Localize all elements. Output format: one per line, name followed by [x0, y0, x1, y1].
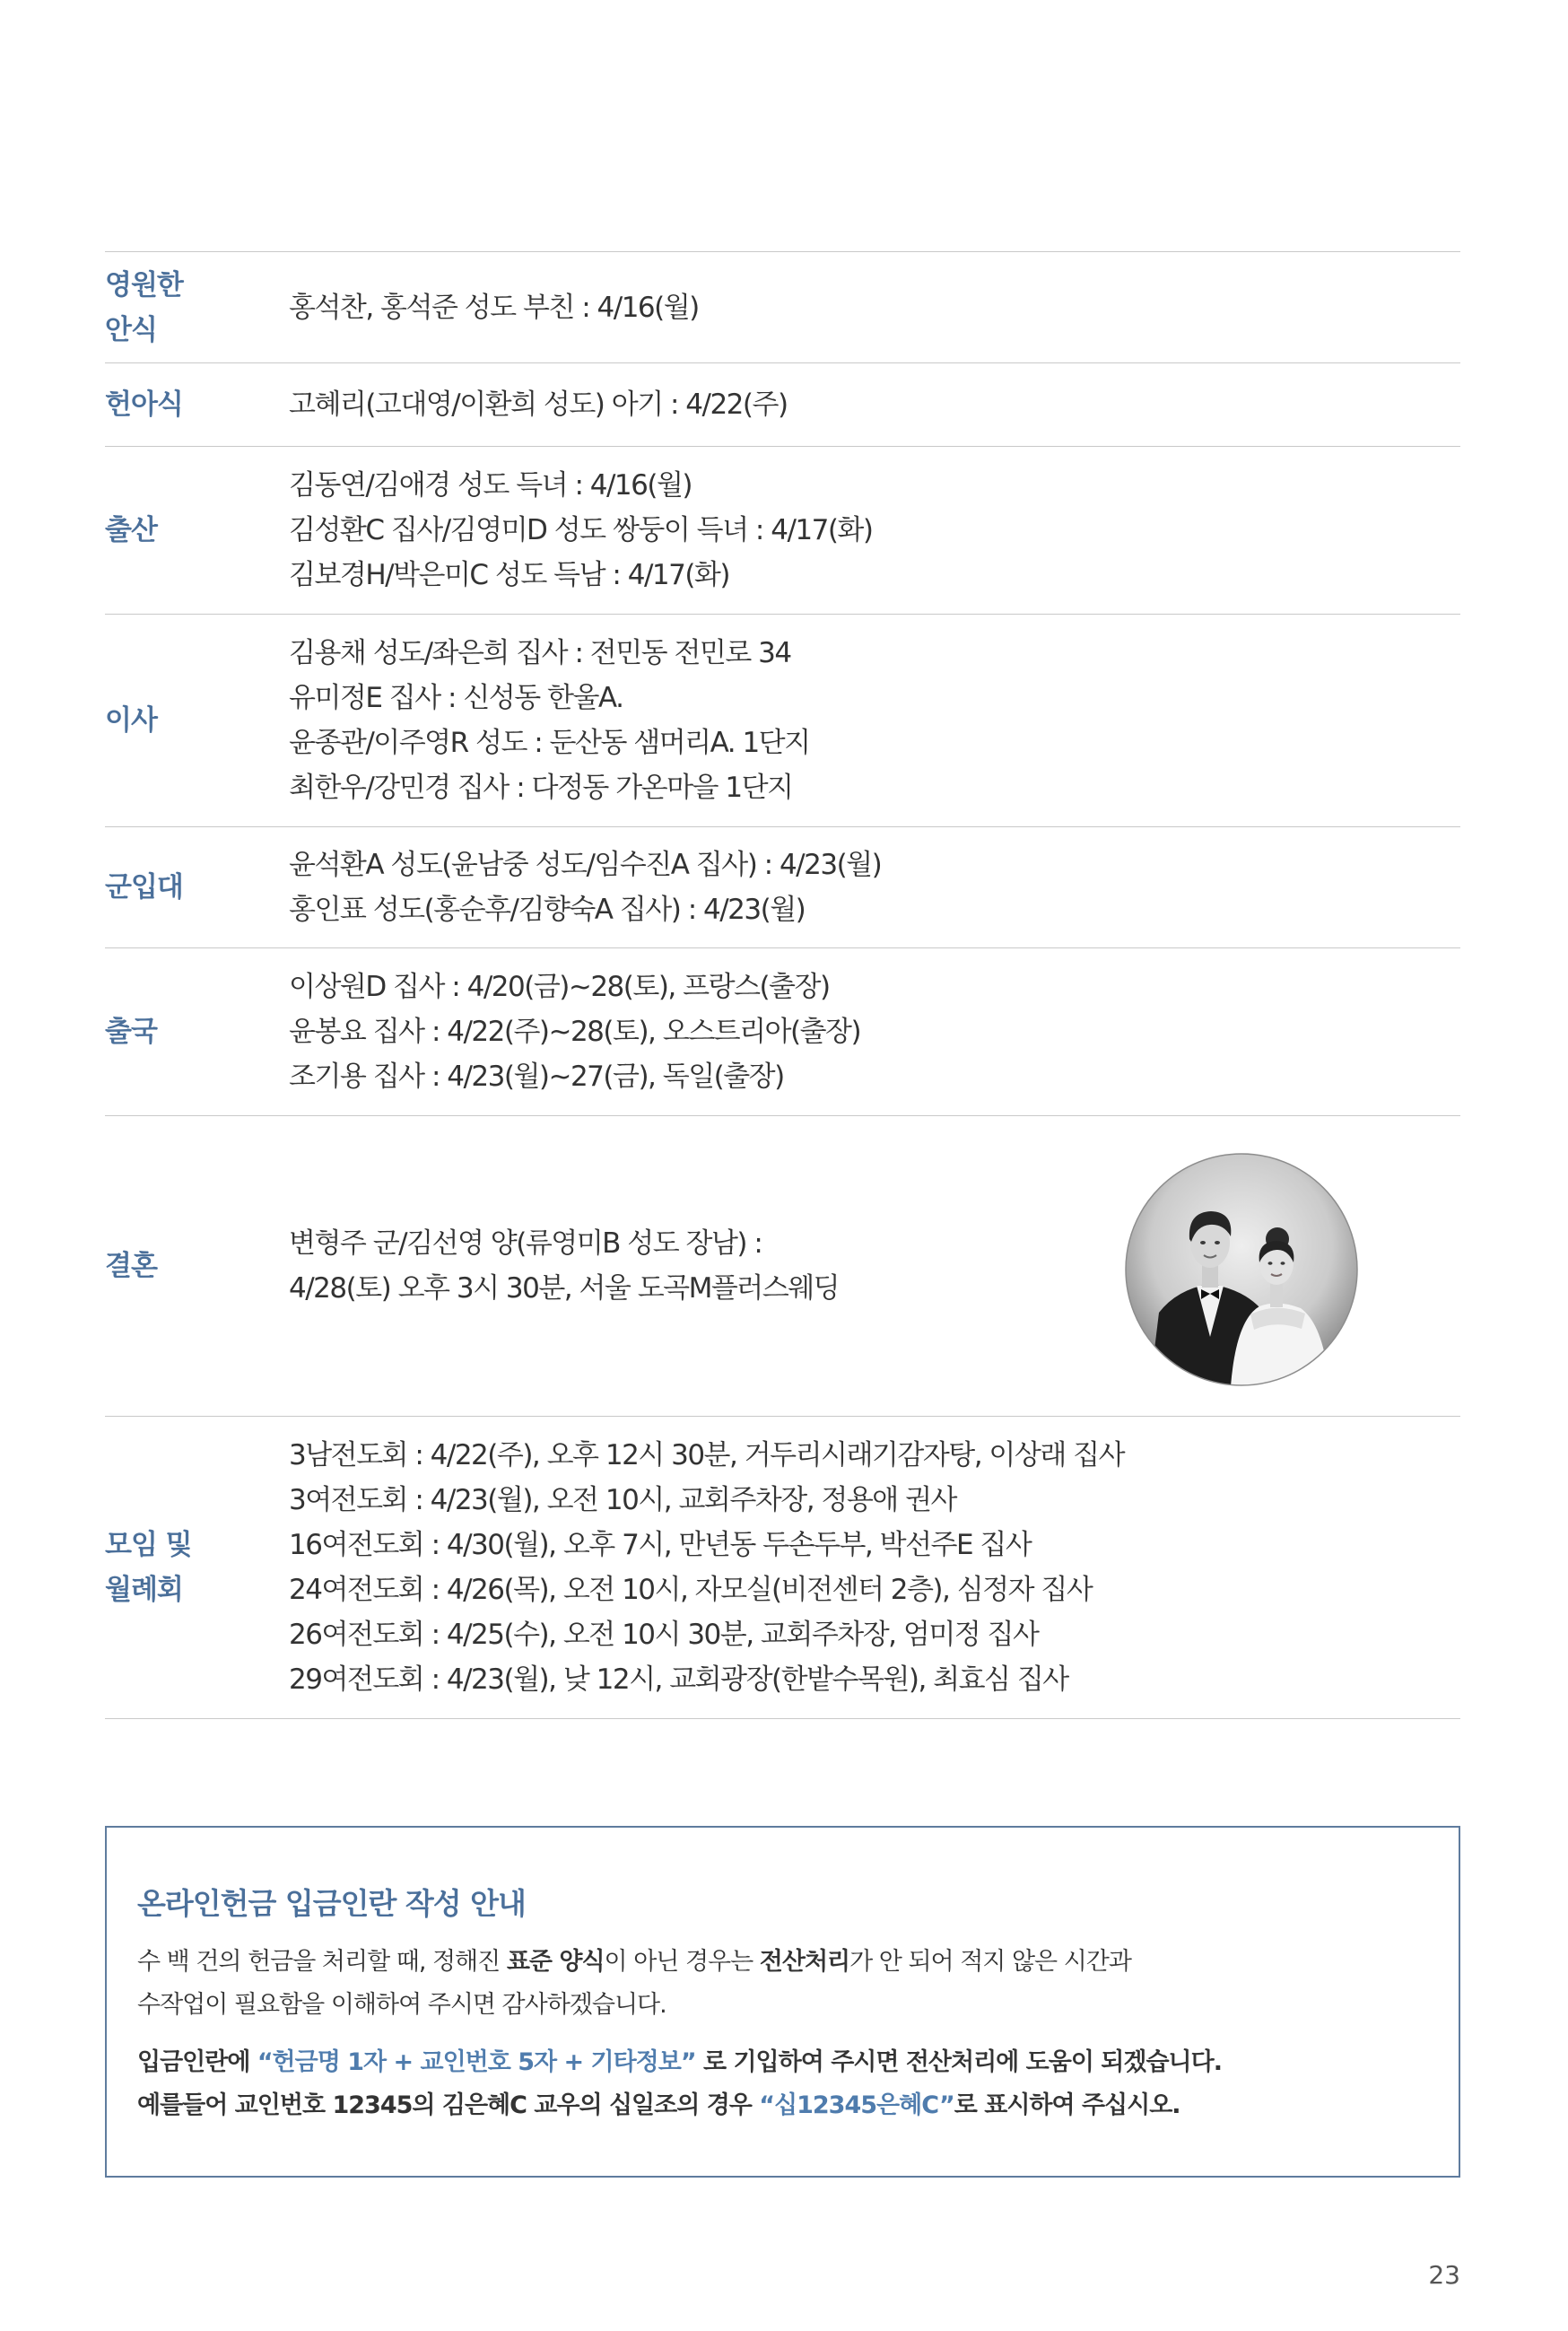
row-label-line: 월례회: [105, 1574, 183, 1606]
row-label: [105, 508, 289, 553]
notice-text: 예를들어 교인번호 12345의 김은혜C 교우의 십일조의 경우: [137, 2091, 760, 2119]
row-content-line: 26여전도회 : 4/25(수), 오전 10시 30분, 교회주차장, 엄미정 집사: [289, 1619, 1039, 1651]
row-content: [289, 463, 1460, 598]
row-content-line: 홍인표 성도(홍순후/김향숙A 집사) : 4/23(월): [289, 894, 806, 926]
row-content-line: 고혜리(고대영/이환희 성도) 아기 : 4/22(주): [289, 388, 788, 421]
notice-text: 수 백 건의 헌금을 처리할 때, 정해진: [137, 1948, 507, 1976]
row-label-line: 안식: [105, 313, 157, 346]
notice-example-quote: “십12345은혜C”: [759, 2091, 954, 2119]
row-content-line: 홍석찬, 홍석준 성도 부친 : 4/16(월): [289, 291, 699, 324]
wedding-couple-photo-icon: [1125, 1153, 1358, 1386]
notice-line: [137, 2041, 1428, 2084]
notice-text: 로 기입하여 주시면 전산처리에 도움이 되겠습니다.: [695, 2048, 1222, 2076]
row-content-line: 4/28(토) 오후 3시 30분, 서울 도곡M플러스웨딩: [289, 1272, 840, 1305]
wedding-first-line: [289, 1221, 1125, 1266]
row-label: [105, 1009, 289, 1054]
row-label-line: 이사: [105, 704, 157, 737]
notice-instruction: [137, 2041, 1428, 2127]
row-label: [105, 698, 289, 743]
news-row-funeral: [105, 252, 1460, 363]
row-content-line: 윤봉요 집사 : 4/22(주)~28(토), 오스트리아(출장): [289, 1016, 861, 1048]
row-content-line: 변형주 군/김선영 양(류영미B 성도 장남) :: [289, 1227, 762, 1260]
row-content-line: 윤석환A 성도(윤남중 성도/임수진A 집사) : 4/23(월): [289, 849, 882, 881]
news-row-dedication: [105, 363, 1460, 447]
row-content-line: 3여전도회 : 4/23(월), 오전 10시, 교회주차장, 정용애 권사: [289, 1484, 956, 1516]
row-label-line: 출국: [105, 1016, 157, 1048]
row-content-line: 김용채 성도/좌은희 집사 : 전민동 전민로 34: [289, 637, 791, 669]
news-row-moving: [105, 615, 1460, 827]
row-content-line: 이상원D 집사 : 4/20(금)~28(토), 프랑스(출장): [289, 971, 830, 1003]
notice-emphasis: 전산처리: [759, 1948, 850, 1976]
row-label: [105, 865, 289, 910]
notice-paragraph: [137, 1941, 1428, 2027]
notice-emphasis: 표준 양식: [506, 1948, 605, 1976]
row-content-line: 김동연/김애경 성도 득녀 : 4/16(월): [289, 469, 693, 502]
online-offering-notice-box: [105, 1826, 1460, 2178]
row-label-line: 헌아식: [105, 388, 183, 421]
news-row-wedding: [105, 1116, 1460, 1417]
row-content: [289, 965, 1460, 1099]
row-content: [289, 1433, 1460, 1702]
notice-line: 수작업이 필요함을 이해하여 주시면 감사하겠습니다.: [137, 1991, 666, 2019]
row-label-line: 모임 및: [105, 1529, 192, 1561]
row-content-line: 최한우/강민경 집사 : 다정동 가온마을 1단지: [289, 772, 793, 804]
news-row-departure: [105, 948, 1460, 1116]
news-row-birth: [105, 447, 1460, 615]
notice-line: [137, 1941, 1428, 1984]
row-label: [105, 263, 289, 353]
notice-line: [137, 2084, 1428, 2127]
wedding-photo: [1125, 1153, 1358, 1386]
row-content-line: 3남전도회 : 4/22(주), 오후 12시 30분, 거두리시래기감자탕, 이상래 집사: [289, 1439, 1125, 1471]
row-label-line: 결혼: [105, 1250, 157, 1282]
row-content-line: 김성환C 집사/김영미D 성도 쌍둥이 득녀 : 4/17(화): [289, 514, 873, 546]
row-label: [105, 1244, 289, 1288]
church-news-table: [105, 251, 1460, 1719]
notice-text: 로 표시하여 주십시오.: [954, 2091, 1180, 2119]
row-content-line: 29여전도회 : 4/23(월), 낮 12시, 교회광장(한밭수목원), 최효심 집사: [289, 1663, 1068, 1696]
notice-text: 입금인란에: [137, 2048, 257, 2076]
row-content-line: 유미정E 집사 : 신성동 한울A.: [289, 682, 623, 714]
notice-text: 이 아닌 경우는: [604, 1948, 760, 1976]
row-content-line: 24여전도회 : 4/26(목), 오전 10시, 자모실(비전센터 2층), 심정자 집사: [289, 1574, 1093, 1606]
row-content-line: 윤종관/이주영R 성도 : 둔산동 샘머리A. 1단지: [289, 727, 810, 759]
news-row-meetings: [105, 1417, 1460, 1719]
row-label-line: 영원한: [105, 268, 183, 301]
notice-text: 가 안 되어 적지 않은 시간과: [849, 1948, 1131, 1976]
row-label-line: 출산: [105, 514, 157, 546]
news-row-enlistment: [105, 827, 1460, 948]
notice-format-quote: “헌금명 1자 + 교인번호 5자 + 기타정보”: [257, 2048, 696, 2076]
row-content-line: 16여전도회 : 4/30(월), 오후 7시, 만년동 두손두부, 박선주E 집사: [289, 1529, 1032, 1561]
row-content: [289, 1221, 1125, 1311]
row-content: [289, 382, 1460, 427]
page-number: 23: [1428, 2260, 1460, 2290]
row-content-line: 조기용 집사 : 4/23(월)~27(금), 독일(출장): [289, 1061, 784, 1093]
row-label-line: 군입대: [105, 871, 183, 904]
row-content: [289, 631, 1460, 810]
row-content: [289, 285, 1460, 330]
row-content-line: 김보경H/박은미C 성도 득남 : 4/17(화): [289, 559, 729, 591]
row-content: [289, 842, 1460, 932]
row-label: [105, 382, 289, 427]
notice-title: 온라인헌금 입금인란 작성 안내: [137, 1886, 526, 1921]
row-label: [105, 1523, 289, 1612]
